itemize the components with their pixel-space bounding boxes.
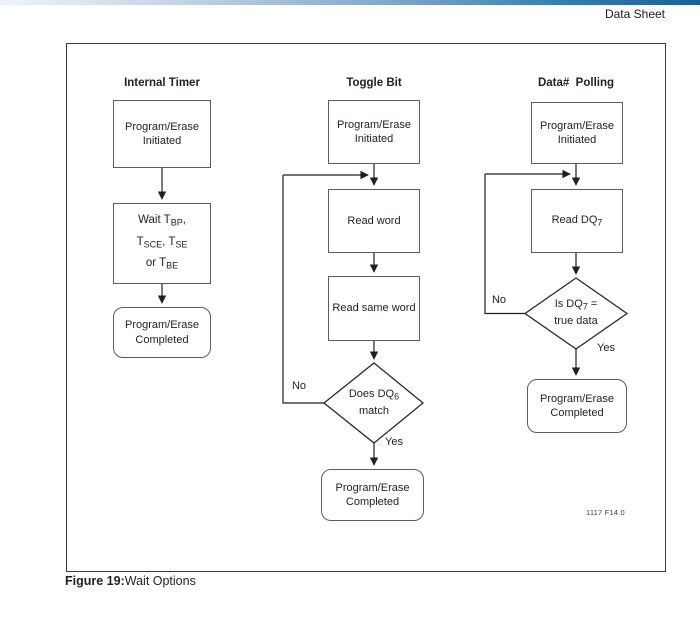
c3-diamond-label <box>531 295 621 331</box>
figure-caption-title: Wait Options <box>124 574 196 588</box>
c2-program-erase-completed-box: Program/Erase Completed <box>321 469 424 521</box>
figure-code: 1117 F14.0 <box>586 508 625 517</box>
c1-wait-box <box>113 203 211 284</box>
column-title-internal-timer: Internal Timer <box>124 77 200 89</box>
c3-diamond-line2: true data <box>554 315 598 328</box>
c1-program-erase-initiated-box: Program/Erase Initiated <box>113 100 211 168</box>
c3-program-erase-completed-box: Program/Erase Completed <box>527 379 627 433</box>
c3-read-dq7-box <box>531 189 623 253</box>
wait-line-2: $T_{SCE}$, $T_{SE}$ <box>136 235 188 250</box>
c3-read-dq7-label: Read $DQ_7$ <box>551 213 603 227</box>
figure-frame <box>66 43 666 572</box>
c2-diamond-line1: Does $DQ_6$ <box>348 387 400 402</box>
c3-no-label: No <box>491 294 507 306</box>
c2-read-word-box: Read word <box>328 189 420 253</box>
doc-title: Data Sheet <box>604 7 665 21</box>
c2-yes-label: Yes <box>385 436 403 448</box>
c2-no-label: No <box>291 380 307 392</box>
column-title-toggle-bit: Toggle Bit <box>346 77 402 89</box>
figure-caption <box>65 574 196 588</box>
c3-diamond-line1: Is $DQ_7$ = <box>554 297 598 312</box>
c3-program-erase-initiated-box: Program/Erase Initiated <box>531 102 623 164</box>
wait-line-3: or $T_{BE}$ <box>145 257 179 271</box>
figure-caption-number: Figure 19: <box>65 574 125 588</box>
c2-diamond-line2: match <box>359 405 389 418</box>
c2-diamond-label <box>329 385 419 421</box>
top-gradient-bar <box>0 0 700 5</box>
loop-line-c3 <box>485 174 525 314</box>
c2-read-same-word-box: Read same word <box>328 276 420 341</box>
c2-program-erase-initiated-box: Program/Erase Initiated <box>328 100 420 164</box>
loop-line-c2 <box>283 175 324 403</box>
column-title-data-polling: Data# Polling <box>537 77 615 89</box>
c1-program-erase-completed-box: Program/Erase Completed <box>113 307 211 358</box>
wait-line-1: Wait $T_{BP}$, <box>138 214 186 228</box>
c3-yes-label: Yes <box>597 342 615 354</box>
